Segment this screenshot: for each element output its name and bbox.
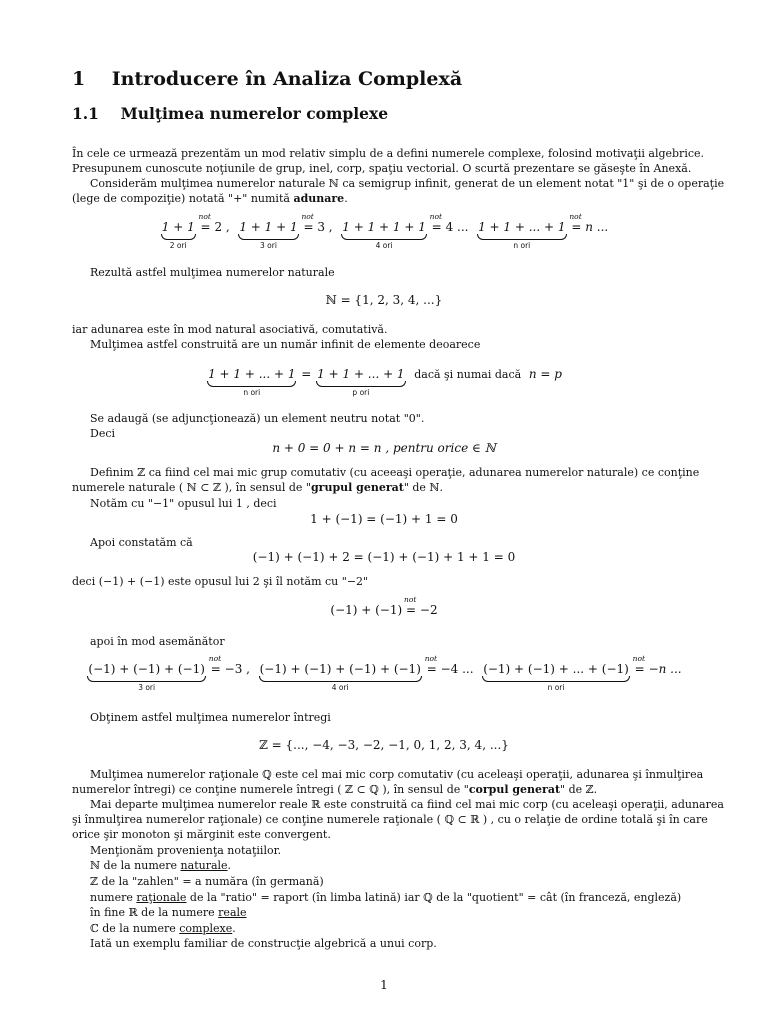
section-number: 1 — [72, 68, 86, 90]
paragraph-line: deci (−1) + (−1) este opusul lui 2 şi îl notăm cu "−2" — [72, 575, 369, 588]
term-adunare: adunare — [293, 192, 345, 205]
paragraph-line: Definim ℤ ca fiind cel mai mic grup comutativ (cu aceeaşi operaţie, adunarea numerelor naturale) ce conţine — [90, 466, 700, 479]
paragraph-line: numere raţionale de la "ratio" = raport (în limba latină) iar ℚ de la "quotient" = cât (în franceză, engleză) — [90, 891, 682, 904]
paragraph-line: Iată un exemplu familiar de construcţie algebrică a unui corp. — [90, 937, 437, 950]
equation-ones: 1 + 1 2 ori = not 2 , 1 + 1 + 1 3 ori = not 3 , 1 + 1 + 1 + 1 4 ori = not 4 ... 1 + 1 + ... + 1 n ori = not n ... — [161, 212, 609, 250]
underbrace — [477, 234, 566, 240]
paragraph-line: Mulţimea numerelor raţionale ℚ este cel mai mic corp comutativ (cu aceleaşi operaţii, adunarea şi înmulţirea — [90, 768, 704, 781]
equation-n-equals-p: 1 + 1 + ... + 1 n ori = 1 + 1 + ... + 1 p ori dacă şi numai dacă n = p — [208, 367, 562, 397]
paragraph-line: iar adunarea este în mod natural asociativă, comutativă. — [72, 323, 388, 336]
paragraph-line: şi înmulţirea numerelor raţionale) ce conţine numerele raţionale ( ℚ ⊂ ℝ ) , cu o relaţie de ordine totală şi în care — [72, 813, 708, 826]
paragraph-line: numerele naturale ( ℕ ⊂ ℤ ), în sensul de "grupul generat" de ℕ. — [72, 481, 443, 494]
equation-neutral: n + 0 = 0 + n = n , pentru orice ∈ ℕ — [272, 441, 496, 455]
equation-negatives: (−1) + (−1) + (−1) 3 ori = not −3 , (−1) + (−1) + (−1) + (−1) 4 ori = not −4 ... (−1) + (−1) + ... + (−1) n ori = not −n ... — [88, 654, 682, 692]
paragraph-line: Se adaugă (se adjuncţionează) un element neutru notat "0". — [90, 412, 425, 425]
paragraph-line: (lege de compoziţie) notată "+" numită adunare. — [72, 192, 348, 205]
subsection-number: 1.1 — [72, 104, 99, 123]
underbrace — [87, 676, 206, 682]
paragraph-line: orice şir monoton şi mărginit este convergent. — [72, 828, 331, 841]
underbrace — [341, 234, 427, 240]
equation-opposite: 1 + (−1) = (−1) + 1 = 0 — [310, 512, 458, 526]
paragraph-line: Presupunem cunoscute noţiunile de grup, inel, corp, spaţiu vectorial. O scurtă prezentare se găseşte în Anexă. — [72, 162, 692, 175]
underbrace — [482, 676, 630, 682]
paragraph-line: ℕ de la numere naturale. — [90, 859, 232, 872]
equation-integers: ℤ = {..., −4, −3, −2, −1, 0, 1, 2, 3, 4, ...} — [259, 738, 509, 752]
section-title: Introducere în Analiza Complexă — [111, 68, 463, 90]
paragraph-line: ℂ de la numere complexe. — [90, 922, 236, 935]
paragraph-line: Considerăm mulţimea numerelor naturale ℕ ca semigrup infinit, generat de un element notat "1" şi de o operaţie — [90, 177, 725, 190]
underbrace — [161, 234, 196, 240]
paragraph-line: Apoi constatăm că — [90, 536, 193, 549]
section-heading — [72, 68, 462, 90]
paragraph-line: numerelor întregi) ce conţine numerele întregi ( ℤ ⊂ ℚ ), în sensul de "corpul generat" de ℤ. — [72, 783, 598, 796]
term-grupul-generat: grupul generat — [310, 481, 404, 494]
underbrace — [316, 381, 405, 387]
paragraph-line: Deci — [90, 427, 116, 440]
subsection-title: Mulţimea numerelor complexe — [120, 104, 389, 123]
equation-naturals: ℕ = {1, 2, 3, 4, ...} — [325, 293, 443, 307]
paragraph-line: Notăm cu "−1" opusul lui 1 , deci — [90, 497, 277, 510]
subsection-heading — [72, 104, 388, 123]
equation-minus-two: (−1) + (−1) = not −2 — [330, 595, 438, 617]
underbrace — [207, 381, 296, 387]
paragraph-line: Obţinem astfel mulţimea numerelor întregi — [90, 711, 331, 724]
paragraph-line: Mai departe mulţimea numerelor reale ℝ este construită ca fiind cel mai mic corp (cu aceleaşi operaţii, adunarea — [90, 798, 724, 811]
paragraph-line: Mulţimea astfel construită are un număr infinit de elemente deoarece — [90, 338, 481, 351]
paragraph-line: Menţionăm provenienţa notaţiilor. — [90, 844, 282, 857]
paragraph-line: ℤ de la "zahlen" = a număra (în germană) — [90, 875, 324, 888]
page-number: 1 — [380, 978, 388, 992]
paragraph-line: apoi în mod asemănător — [90, 635, 225, 648]
paragraph-line: în fine ℝ de la numere reale — [90, 906, 247, 919]
term-corpul-generat: corpul generat — [468, 783, 561, 796]
underbrace — [259, 676, 422, 682]
equation-sum-zero: (−1) + (−1) + 2 = (−1) + (−1) + 1 + 1 = 0 — [252, 550, 516, 564]
paragraph-line: În cele ce urmează prezentăm un mod relativ simplu de a defini numerele complexe, folosind motivaţii algebrice. — [72, 147, 705, 160]
underbrace — [238, 234, 298, 240]
paragraph-line: Rezultă astfel mulţimea numerelor naturale — [90, 266, 335, 279]
